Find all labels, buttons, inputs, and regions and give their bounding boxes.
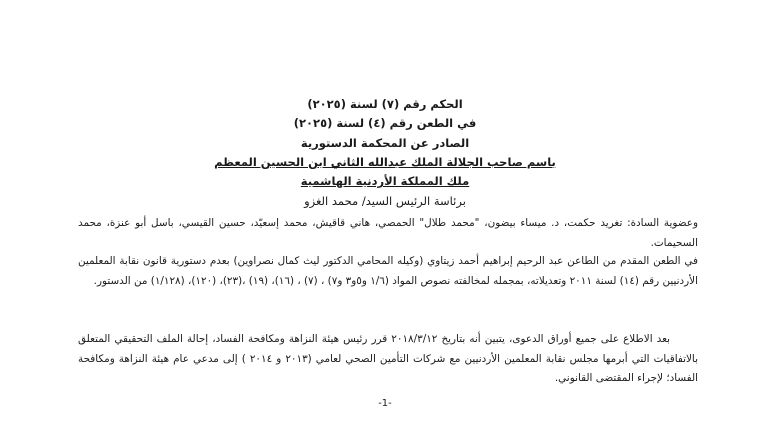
- appeal-title: في الطعن رقم (٤) لسنة (٢٠٢٥): [293, 116, 477, 130]
- page-number: -1-: [378, 398, 392, 409]
- review-paragraph: بعد الاطلاع على جميع أوراق الدعوى، يتبين أنه بتاريخ ٢٠١٨/٣/١٢ قرر رئيس هيئة النزاهة ومكافحة الفساد، إحالة الملف التحقيقي المتعلق بالاتفاقيات التي أبرمها مجلس نقابة المعلمين الأردنيين مع شركات التأمين الصحي لعامي (٢٠١٣ و ٢٠١٤ ) إلى مدعي عام هيئة النزاهة ومكافحة الفساد؛ لإجراء المقتضى القانوني.: [78, 333, 698, 385]
- members-paragraph: وعضوية السادة: تغريد حكمت، د. ميساء بيضون، "محمد طلال" الحمصي، هاني قاقيش، محمد إسعيّد، حسين القيسي، باسل أبو عنزة، محمد السحيمات.: [78, 217, 698, 249]
- appeal-paragraph: في الطعن المقدم من الطاعن عبد الرحيم إبراهيم أحمد زيتاوي (وكيله المحامي الدكتور ليث كمال نصراوين) بعدم دستورية قانون نقابة المعلمين الأردنيين رقم (١٤) لسنة ٢٠١١ وتعديلاته، بمجمله لمخالفته نصوص المواد (١/٦ و٥و٣ و٧) ، (٧) ، (١٦)، (١٩) ،(٢٣)، (١٢٠)، (١/١٢٨) من الدستور.: [78, 255, 698, 287]
- presided-by-line: برئاسة الرئيس السيد/ محمد الغزو: [304, 194, 466, 208]
- in-name-of-line: باسم صاحب الجلالة الملك عبدالله الثاني ابن الحسين المعظم: [214, 155, 556, 169]
- king-title-line: ملك المملكة الأردنية الهاشمية: [300, 174, 470, 188]
- issuer-line: الصادر عن المحكمة الدستورية: [300, 136, 470, 150]
- ruling-title: الحكم رقم (٧) لسنة (٢٠٢٥): [307, 97, 463, 111]
